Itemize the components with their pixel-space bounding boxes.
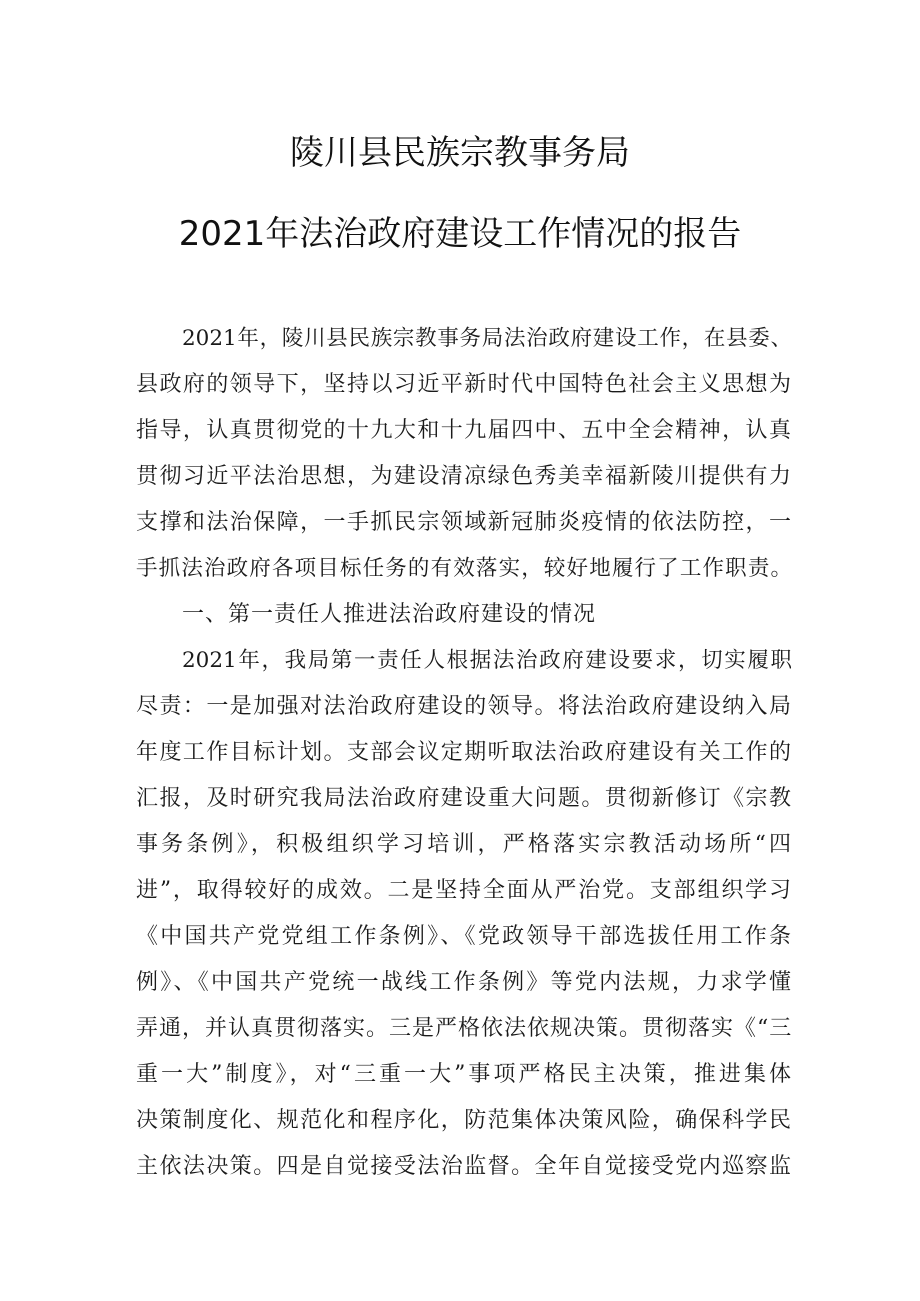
paragraph-2-line-2: 尽责：一是加强对法治政府建设的领导。将法治政府建设纳入局 [136,694,792,719]
paragraph-2-line-10: 重一大”制度》，对“三重一大”事项严格民主决策，推进集体 [136,1062,792,1087]
paragraph-2-line-9: 弄通，并认真贯彻落实。三是严格依法依规决策。贯彻落实《“三 [136,1016,793,1041]
paragraph-2-line-8: 例》、《中国共产党统一战线工作条例》等党内法规，力求学懂 [136,970,792,995]
paragraph-2-line-5: 事务条例》，积极组织学习培训，严格落实宗教活动场所“四 [136,832,792,857]
paragraph-2-line-4: 汇报，及时研究我局法治政府建设重大问题。贯彻新修订《宗教 [136,786,792,811]
paragraph-2-line-7: 《中国共产党党组工作条例》、《党政领导干部选拔任用工作条 [136,924,792,949]
paragraph-2-line-11: 决策制度化、规范化和程序化，防范集体决策风险，确保科学民 [136,1108,792,1133]
paragraph-1-line-2: 县政府的领导下，坚持以习近平新时代中国特色社会主义思想为 [136,372,792,397]
section-1-heading: 一、第一责任人推进法治政府建设的情况 [182,602,597,627]
document-title-line-2: 2021年法治政府建设工作情况的报告 [178,214,742,254]
paragraph-2-line-1: 2021年，我局第一责任人根据法治政府建设要求，切实履职 [182,648,792,673]
paragraph-1-line-6: 手抓法治政府各项目标任务的有效落实，较好地履行了工作职责。 [136,556,792,581]
paragraph-2-line-6: 进”，取得较好的成效。二是坚持全面从严治党。支部组织学习 [136,878,792,903]
paragraph-1-line-4: 贯彻习近平法治思想，为建设清凉绿色秀美幸福新陵川提供有力 [136,464,792,489]
paragraph-1-line-5: 支撑和法治保障，一手抓民宗领域新冠肺炎疫情的依法防控，一 [136,510,792,535]
paragraph-1-line-3: 指导，认真贯彻党的十九大和十九届四中、五中全会精神，认真 [136,418,792,443]
paragraph-2-line-12: 主依法决策。四是自觉接受法治监督。全年自觉接受党内巡察监 [136,1154,792,1179]
paragraph-2-line-3: 年度工作目标计划。支部会议定期听取法治政府建设有关工作的 [136,740,792,765]
document-title-line-1: 陵川县民族宗教事务局 [290,133,630,173]
paragraph-1-line-1: 2021年，陵川县民族宗教事务局法治政府建设工作，在县委、 [182,326,792,351]
